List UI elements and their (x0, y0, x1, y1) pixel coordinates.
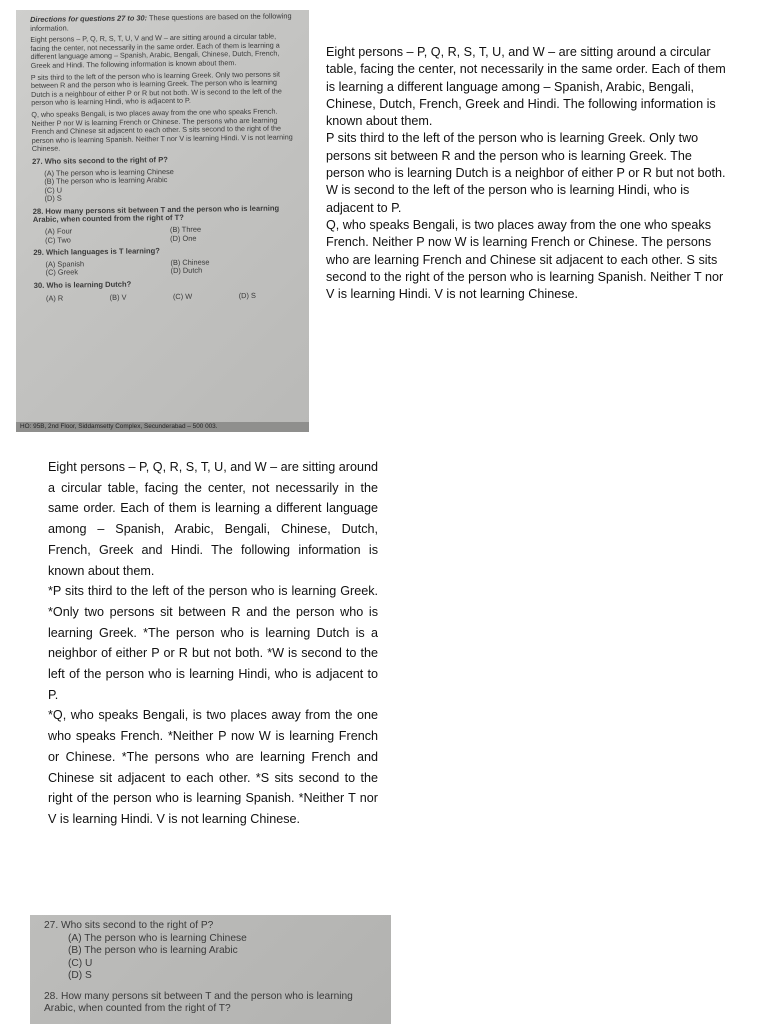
scanned-question-photo (16, 10, 309, 432)
scan-option: (A) The person who is learning Chinese (44, 166, 174, 178)
scan-option: (B) Three (169, 224, 202, 235)
scan-footer-address: HO: 95B, 2nd Floor, Siddamsetty Complex, Secunderabad – 500 003. (16, 422, 309, 432)
scan-directions (30, 12, 292, 33)
crop-option: (A) The person who is learning Chinese (68, 932, 247, 944)
scan-option: (A) Spanish (45, 259, 85, 269)
right-transcription (326, 44, 732, 303)
right-paragraph-2: P sits third to the left of the person who is learning Greek. Only two persons sit between R and the person who is learning Greek. The person who is learning Dutch is a neighbor of either P or R but not both. W is second to the left of the person who is learning Hindi, who is adjacent to P. (326, 131, 726, 215)
right-paragraph-3: Q, who speaks Bengali, is two places away from the one who speaks French. Neither P now W is learning French or Chinese. The persons who are learning French and Chinese sit adjacent to each other. S sits second to the right of the person who is learning Spanish. Neither T nor V is learning Hindi. V is not learning Chinese. (326, 217, 724, 302)
scan-option: (B) V (109, 292, 127, 302)
crop-question-27 (44, 920, 384, 933)
scan-option: (A) Four (44, 226, 73, 236)
scan-option: (C) Two (45, 235, 71, 245)
scan-paragraph-1: Eight persons – P, Q, R, S, T, U, V and W – are sitting around a circular table, facing the center, not necessarily in the same order. Each of them is learning a different language among – Spanish, Arabic, Bengali, Chinese, Dutch, French, Greek and Hindi. The following information is known about them. (30, 31, 280, 70)
scan-question-30-options (34, 290, 296, 303)
scan-directions-text: These questions are based on the following information. (30, 11, 292, 33)
crop-option: (C) U (68, 957, 93, 969)
scan-question-29: 29. Which languages is T learning? (33, 246, 160, 258)
right-paragraph-1: Eight persons – P, Q, R, S, T, U, and W – are sitting around a circular table, facing the center, not necessarily in the same order. Each of them is learning a different language among – Spanish, Arabic, Bengali, Chinese, Dutch, French, Greek and Hindi. The following information is known about them. (326, 45, 726, 129)
scan-option: (D) Dutch (170, 266, 203, 276)
crop-question-27-number: 27. (44, 920, 59, 931)
scan-question-27: 27. Who sits second to the right of P? (31, 154, 168, 166)
scan-option: (B) The person who is learning Arabic (44, 175, 168, 186)
scan-option: (B) Chinese (170, 257, 210, 267)
middle-paragraph-2: *P sits third to the left of the person who is learning Greek. *Only two persons sit between R and the person who is learning Greek. *The person who is learning Dutch is a neighbor of either P or R but not both. *W is second to the left of the person who is learning Hindi, who is adjacent to P. (48, 584, 378, 702)
middle-transcription (48, 457, 378, 830)
scan-option: (C) Greek (45, 267, 79, 278)
scan-question-28: 28. How many persons sit between T and the person who is learning Arabic, when counted from the right of T? (32, 203, 280, 225)
middle-paragraph-1: Eight persons – P, Q, R, S, T, U, and W – are sitting around a circular table, facing the center, not necessarily in the same order. Each of them is learning a different language among – Spanish, Arabic, Bengali, Chinese, Dutch, French, Greek and Hindi. The following information is known about them. (48, 460, 378, 578)
scan-option: (D) S (44, 193, 62, 204)
scan-option: (C) U (44, 185, 63, 195)
crop-option: (D) S (68, 970, 92, 981)
crop-question-28 (44, 991, 384, 1016)
crop-question-27-options (44, 933, 384, 983)
crop-question-28-text: How many persons sit between T and the person who is learning Arabic, when counted from the right of T? (44, 990, 353, 1014)
crop-option: (B) The person who is learning Arabic (68, 945, 238, 956)
scan-option: (D) One (170, 233, 197, 243)
crop-question-27-text: Who sits second to the right of P? (61, 920, 214, 931)
middle-paragraph-3: *Q, who speaks Bengali, is two places away from the one who speaks French. *Neither P now W is learning French or Chinese. *The persons who are learning French and Chinese sit adjacent to each other. *S sits second to the right of the person who is learning Spanish. *Neither T nor V is learning Hindi. V is not learning Chinese. (48, 708, 378, 826)
scan-directions-label: Directions for questions 27 to 30: (29, 13, 148, 24)
scan-paragraph-3: Q, who speaks Bengali, is two places away from the one who speaks French. Neither P nor W is learning French or Chinese. The persons who are learning French and Chinese sit adjacent to each other. S sits second to the right of the person who is learning Spanish. Neither T nor V is learning Hindi. V is not learning Chinese. (31, 106, 293, 154)
scan-option: (C) W (172, 291, 193, 301)
scan-question-30: 30. Who is learning Dutch? (33, 279, 132, 291)
scan-paragraph-2: P sits third to the left of the person who is learning Greek. Only two persons sit between R and the person who is learning Greek. The person who is learning Dutch is a neighbour of either P or R but not both. W is second to the left of the person who is learning Hindi, who is adjacent to P. (30, 69, 282, 108)
scanned-questions-crop (30, 915, 391, 1024)
scan-option: (D) S (238, 290, 256, 300)
scan-option: (A) R (45, 293, 64, 303)
scan-question-29-options (33, 257, 295, 278)
scan-question-28-options (33, 224, 295, 245)
crop-question-28-number: 28. (44, 990, 59, 1002)
scan-question-27-options (32, 166, 294, 204)
